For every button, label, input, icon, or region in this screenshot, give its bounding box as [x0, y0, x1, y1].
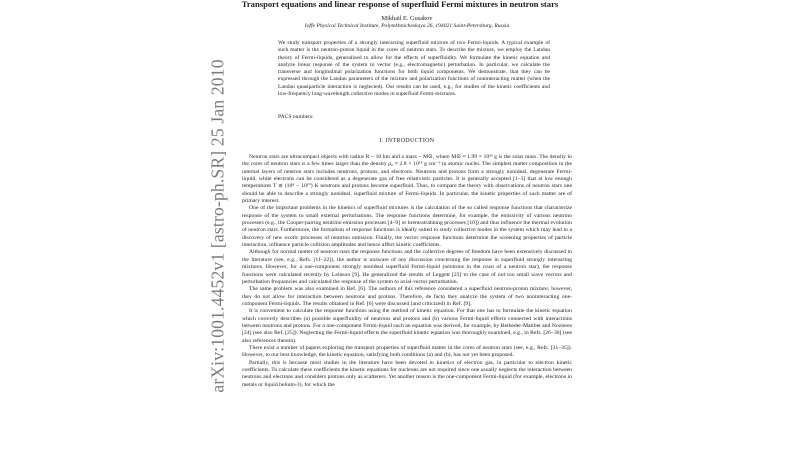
paragraph: Partially, this is because most studies in the literature have been devoted to kinetics of electron gas, in particular to electron kinetic coefficients. To calculate these coefficients the kinetic equations for nucleons are not required since one usually neglects the interaction between neutrons and electrons and considers protons only as scatterers. Yet another reason is the one-component Fermi-liquid (for example, electrons in metals or liquid helium-3), for which the	[242, 359, 572, 388]
paragraph: One of the important problems in the kinetics of superfluid mixtures is the calculation of the so called response functions that characterize response of the system to small external perturbations. The response functions determine, for example, the emissivity of various neutrino processes (e.g., the Cooper-pairing neutrino emission processes [4–9] or bremsstrahlung processes [10]) and thus influence the thermal evolution of neutron stars. Furthermore, the formalism of response functions is ideally suited to study collective modes in the system which may lead to a discovery of new exotic processes of neutrino emission. Finally, the vector response functions determine the screening properties of particle interaction, influence particle collision amplitudes and hence affect kinetic coefficients.	[242, 205, 572, 249]
paragraph: There exist a number of papers exploring the transport properties of superfluid matter in the cores of neutron stars (see, e.g., Refs. [31–35]). However, to our best knowledge, the kinetic equation, satisfying both conditions (a) and (b), has not yet been proposed.	[242, 344, 572, 359]
arxiv-stamp-text: arXiv:1001.4452v1 [astro-ph.SR] 25 Jan 2010	[207, 59, 228, 393]
introduction-body	[242, 154, 572, 389]
paper-title: Transport equations and linear response of superfluid Fermi mixtures in neutron stars	[241, 0, 559, 9]
paragraph: Neutron stars are ultracompact objects with radius R ~ 10 km and a mass ~ M⊙, where M⊙ ≈ 1.99 × 10³³ g is the solar mass. The density in the cores of neutron stars is a few times larger than the density ρ₀ ≈ 2.8 × 10¹⁴ g cm⁻³ in atomic nuclei. The simplest matter composition in the internal layers of neutron stars includes neutrons, protons, and electrons. Neutrons and protons form a strongly nonideal, degenerate Fermi-liquid, while electrons can be considered as a degenerate gas of free relativistic particles. It is generally accepted [1–3] that at low enough temperatures T ≲ (10⁸ − 10¹⁰) K neutrons and protons become superfluid. Thus, to compare the theory with observations of neutron stars one should be able to describe a strongly nonideal, superfluid mixture of Fermi-liquids. In particular, the kinetic properties of such matter are of primary interest.	[242, 154, 572, 205]
author-name: Mikhail E. Gusakov	[381, 15, 433, 22]
section-heading-introduction: I. INTRODUCTION	[379, 138, 435, 144]
paragraph: It is convenient to calculate the response functions using the method of kinetic equation. For that one has to formulate the kinetic equation which correctly describes (a) possible superfluidity of neutrons and protons and (b) various Fermi-liquid effects connected with interactions between neutrons and protons. For a one-component Fermi-liquid such an equation was derived, for example, by Betbeder-Matibet and Nozieres [24] (see also Ref. [25]). Neglecting the Fermi-liquid effects the superfluid kinetic equation was thoroughly examined, e.g., in Refs. [26–30] (see also references therein).	[242, 308, 572, 344]
paragraph: Although for normal matter of neutron stars the response functions and the collective degrees of freedom have been extensively discussed in the literature (see, e.g., Refs. [11–22]), the author is unaware of any discussion concerning the response in superfluid strongly interacting mixtures. However, for a one-component strongly nonideal superfluid Fermi-liquid (neutrons in the crust of a neutron star), the response functions were calculated recently by Leinson [9]. He generalized the results of Leggett [23] to the case of not too small wave vectors and perturbation frequencies and calculated the response of the system to axial-vector perturbation.	[242, 249, 572, 285]
paragraph: The same problem was also examined in Ref. [6]. The authors of this reference considered a superfluid neutron-proton mixture; however, they do not allow for interaction between neutrons and protons. Therefore, de facto they analyze the system of two noninteracting one-component Fermi-liquids. The results obtained in Ref. [6] were discussed (and criticized) in Ref. [9].	[242, 286, 572, 307]
pacs-numbers: PACS numbers:	[278, 114, 314, 120]
arxiv-stamp	[196, 48, 240, 404]
abstract: We study transport properties of a strongly interacting superfluid mixture of two Fermi-liquids. A typical example of such matter is the neutron-proton liquid in the cores of neutron stars. To describe the mixture, we employ the Landau theory of Fermi-liquids, generalized to allow for the effects of superfluidity. We formulate the kinetic equation and analyze linear response of the system to vector (e.g., electromagnetic) perturbation. In particular, we calculate the transverse and longitudinal polarization functions for both liquid components. We demonstrate, that they can be expressed through the Landau parameters of the mixture and polarization functions of noninteracting matter (when the Landau quasiparticle interaction is neglected). Our results can be used, e.g., for studies of the kinetic coefficients and low-frequency long-wavelength collective modes in superfluid Fermi-mixtures.	[278, 40, 550, 98]
author-affiliation: Ioffe Physical Technical Institute, Polytekhnicheskaya 26, 194021 Saint-Petersburg, Russia	[304, 23, 510, 29]
